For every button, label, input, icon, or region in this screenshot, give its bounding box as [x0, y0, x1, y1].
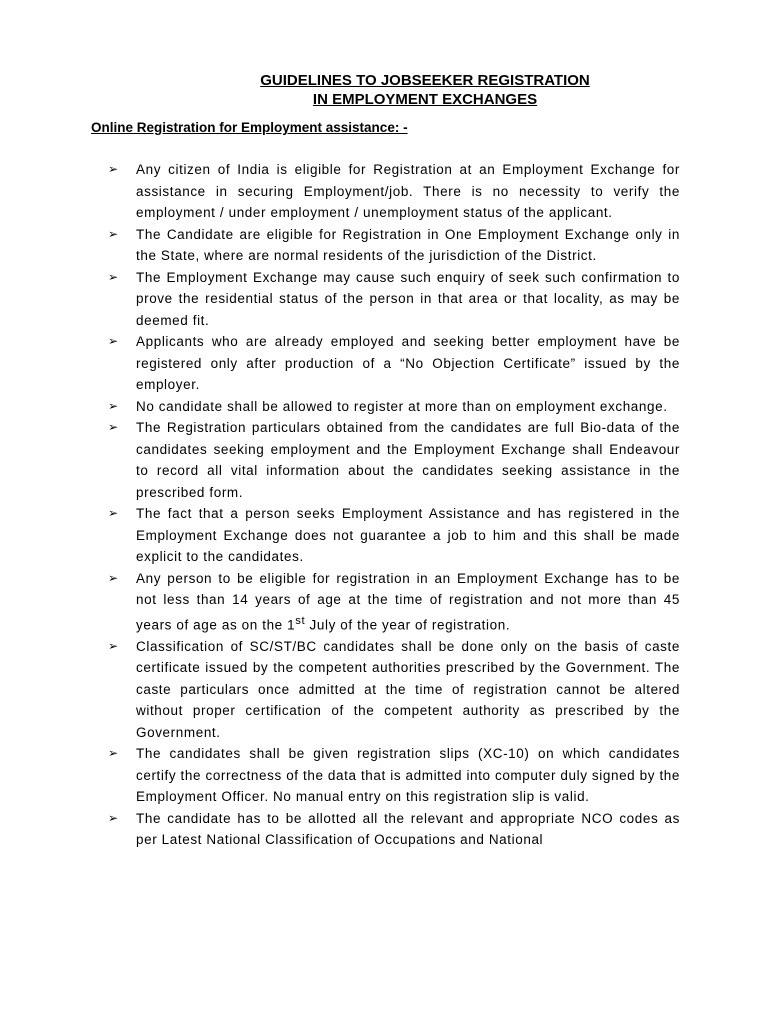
list-item [108, 159, 680, 224]
list-item [108, 224, 680, 267]
arrow-bullet-icon: ➢ [108, 506, 119, 520]
arrow-bullet-icon: ➢ [108, 269, 119, 284]
list-item [108, 396, 680, 418]
list-item [108, 568, 680, 636]
list-item-text-part: July of the year of registration. [305, 617, 511, 632]
list-item [108, 267, 680, 332]
arrow-bullet-icon: ➢ [108, 420, 119, 434]
document-title [0, 71, 768, 109]
arrow-bullet-icon: ➢ [108, 570, 119, 585]
list-item [108, 808, 680, 851]
arrow-bullet-icon: ➢ [108, 162, 119, 176]
list-item-text: The candidate has to be allotted all the relevant and appropriate NCO codes as per Latest National Classification of Occupations and National [136, 810, 680, 847]
list-item [108, 636, 680, 744]
list-item-text: Any citizen of India is eligible for Registration at an Employment Exchange for assistance in securing Employment/job. There is no necessity to verify the employment / under employment / unemployment status of the applicant. [136, 162, 680, 220]
arrow-bullet-icon: ➢ [108, 746, 119, 760]
list-item-text: The fact that a person seeks Employment Assistance and has registered in the Employment Exchange does not guarantee a job to him and this shall be made explicit to the candidates. [136, 506, 680, 564]
arrow-bullet-icon: ➢ [108, 226, 119, 241]
arrow-bullet-icon: ➢ [108, 398, 119, 413]
list-item-text: The Registration particulars obtained from the candidates are full Bio-data of the candidates seeking employment and the Employment Exchange shall Endeavour to record all vital information about the candidates seeking assistance in the prescribed form. [136, 420, 680, 500]
list-item [108, 417, 680, 503]
guidelines-list [108, 159, 680, 851]
section-heading: Online Registration for Employment assistance: - [91, 120, 408, 135]
arrow-bullet-icon: ➢ [108, 810, 119, 825]
list-item-text: The Candidate are eligible for Registration in One Employment Exchange only in the State, where are normal residents of the jurisdiction of the District. [136, 226, 680, 263]
list-item [108, 743, 680, 808]
ordinal-suffix: st [295, 614, 306, 627]
list-item-text: Applicants who are already employed and seeking better employment have be registered only after production of a “No Objection Certificate” issued by the employer. [136, 334, 680, 392]
list-item [108, 331, 680, 396]
list-item-text: Classification of SC/ST/BC candidates shall be done only on the basis of caste certificate issued by the competent authorities prescribed by the Government. The caste particulars once admitted at the time of registration cannot be altered without proper certification of the competent authority as prescribed by the Government. [136, 638, 680, 740]
list-item-text [136, 568, 680, 636]
arrow-bullet-icon: ➢ [108, 334, 119, 348]
list-item-text-part: Any person to be eligible for registration in an Employment Exchange has to be not less than 14 years of age at the time of registration and not more than 45 years of age as on the [136, 570, 680, 632]
list-item-text: No candidate shall be allowed to register at more than on employment exchange. [136, 398, 668, 414]
ordinal-number: 1 [287, 617, 296, 632]
arrow-bullet-icon: ➢ [108, 638, 119, 653]
list-item-text: The Employment Exchange may cause such enquiry of seek such confirmation to prove the residential status of the person in that area or that locality, as may be deemed fit. [136, 269, 680, 328]
title-line-1: GUIDELINES TO JOBSEEKER REGISTRATION [260, 72, 590, 89]
list-item [108, 503, 680, 568]
list-item-text: The candidates shall be given registration slips (XC-10) on which candidates certify the correctness of the data that is admitted into computer duly signed by the Employment Officer. No manual entry on this registration slip is valid. [136, 746, 681, 804]
title-line-2: IN EMPLOYMENT EXCHANGES [312, 91, 538, 108]
